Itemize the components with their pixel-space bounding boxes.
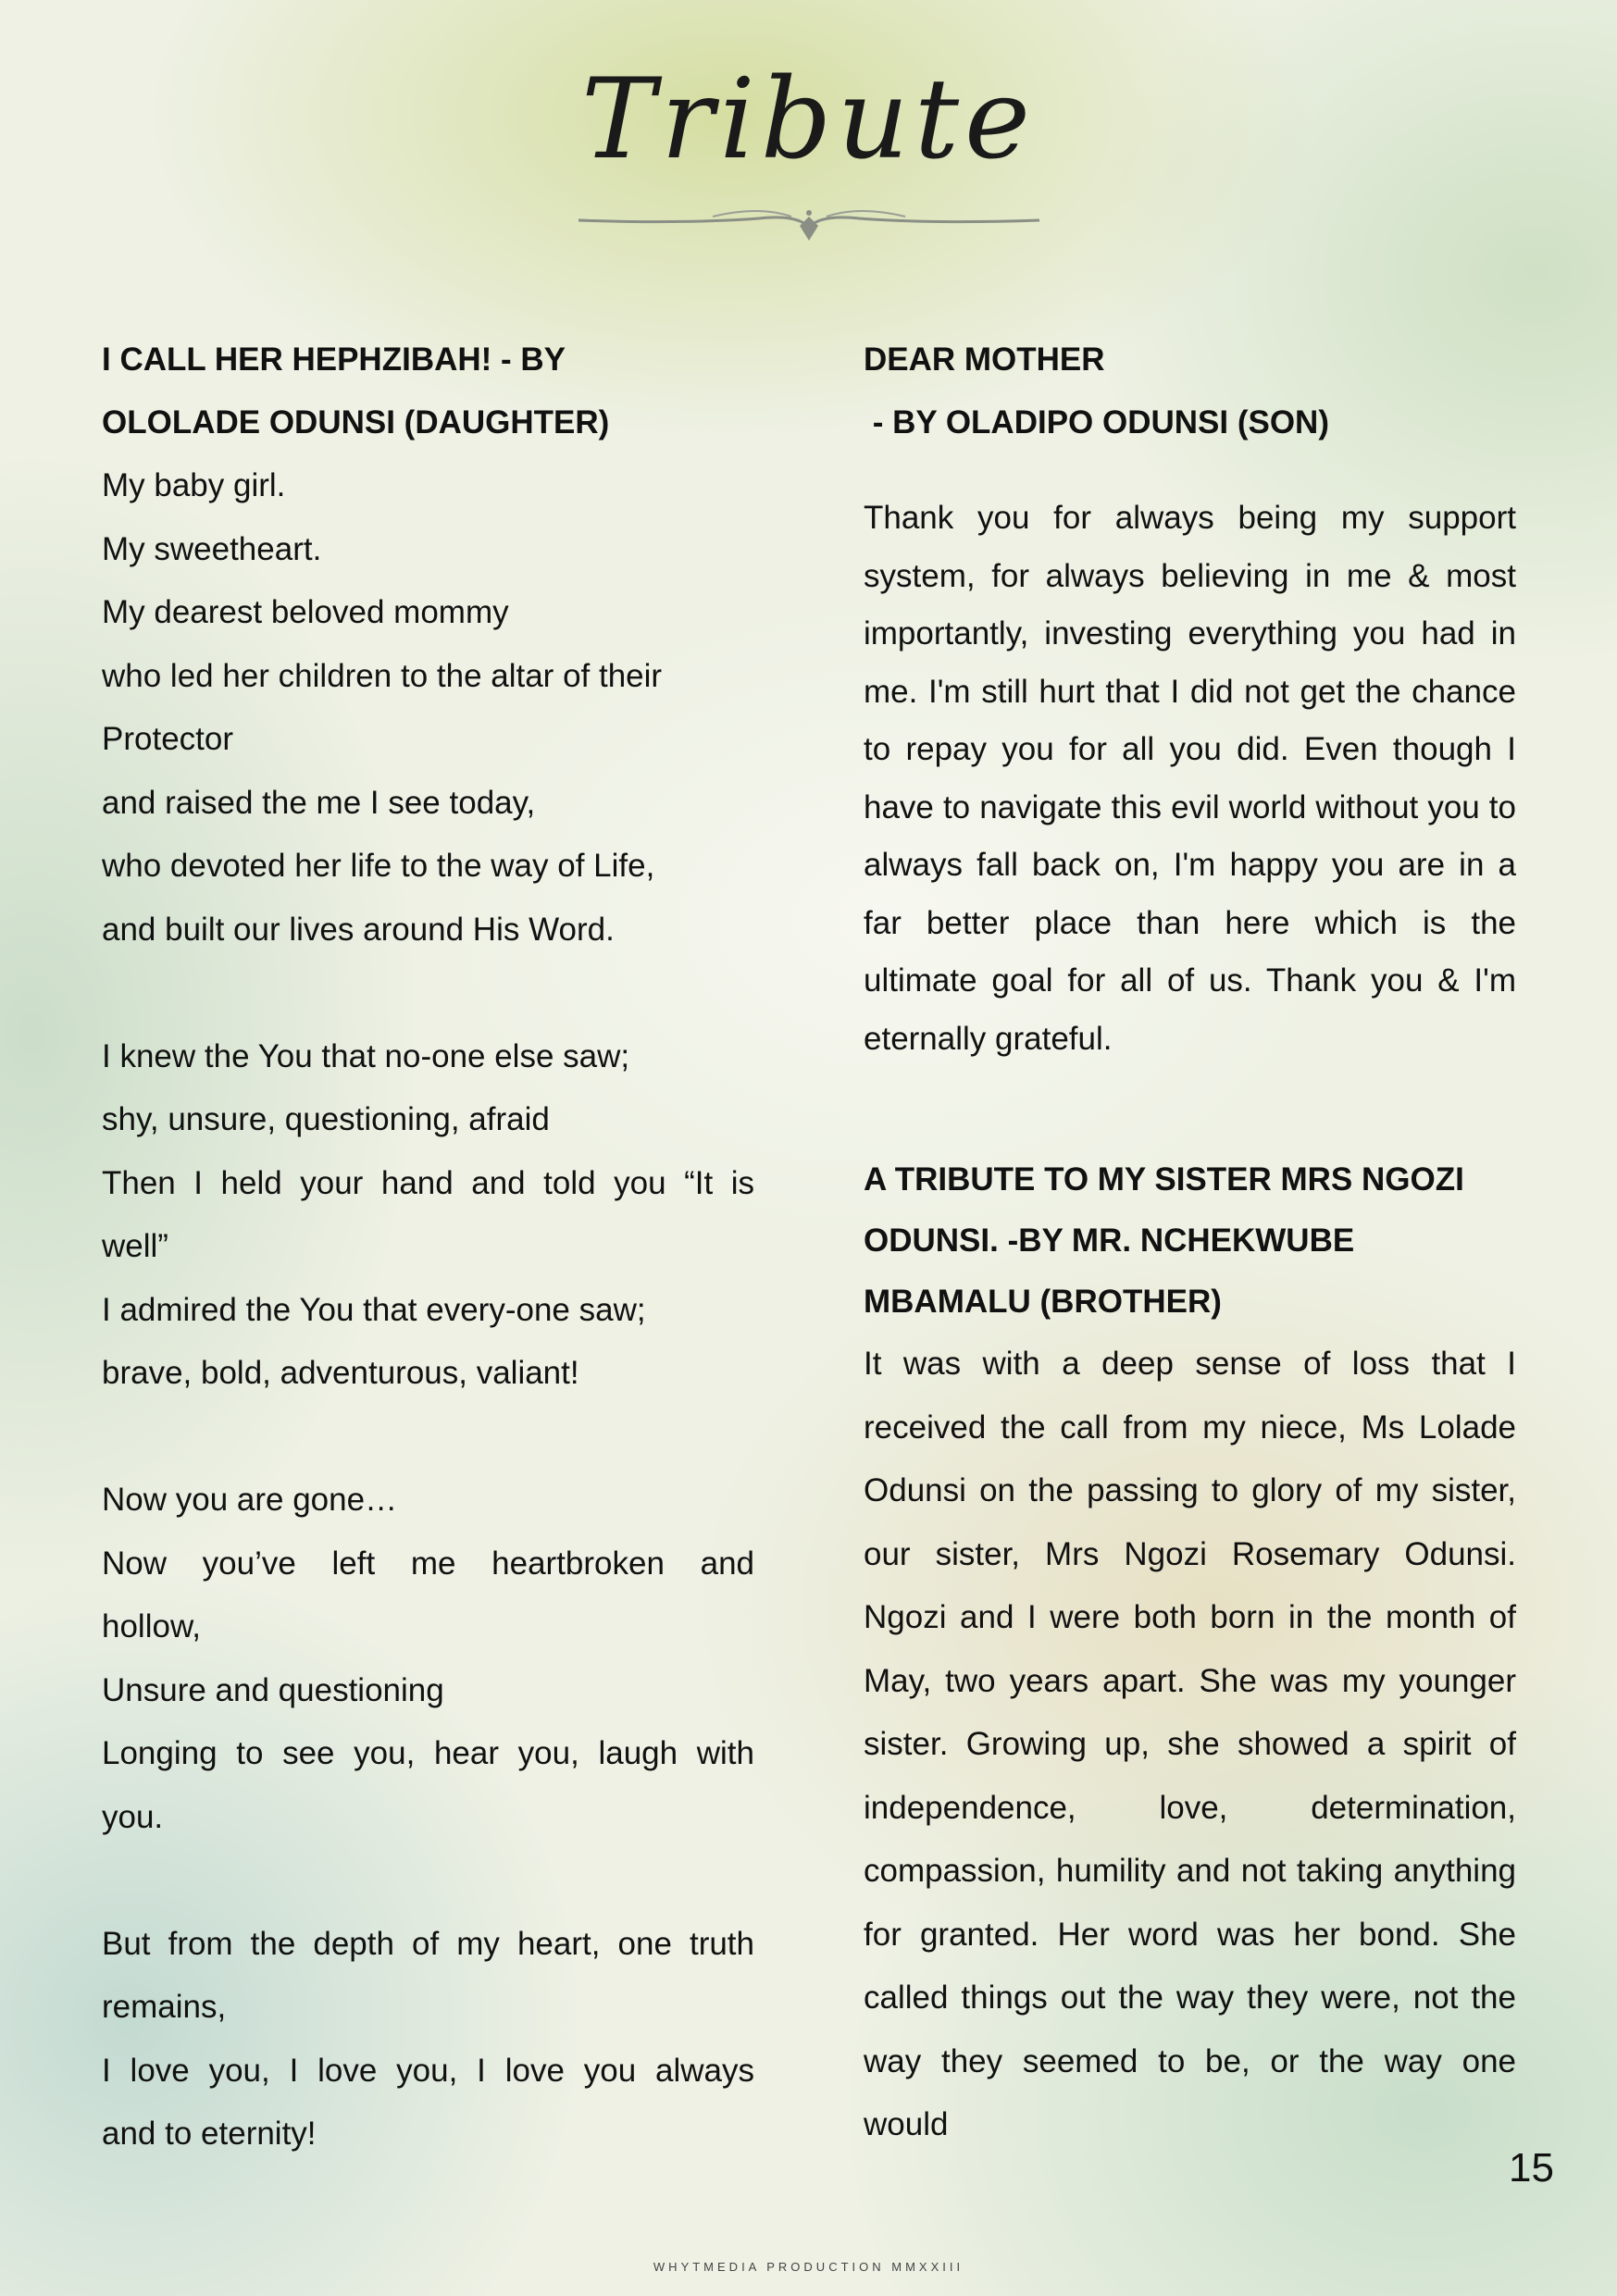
tribute-heading: DEAR MOTHER - BY OLADIPO ODUNSI (SON): [864, 341, 1329, 441]
tribute-heading: I CALL HER HEPHZIBAH! - BY OLOLADE ODUNSI (DAUGHTER): [102, 341, 610, 441]
footer-credit: WHYTMEDIA PRODUCTION MMXXIII: [653, 2260, 964, 2274]
poem-line: Now you’ve left me heartbroken and: [102, 1545, 754, 1582]
poem-line: I love you, I love you, I love you always: [102, 2052, 754, 2089]
poem-line: brave, bold, adventurous, valiant!: [102, 1355, 579, 1391]
poem-line: Then I held your hand and told you “It is: [102, 1164, 754, 1201]
poem-line: well”: [102, 1228, 168, 1264]
poem-line: shy, unsure, questioning, afraid: [102, 1101, 550, 1137]
poem-line: you.: [102, 1798, 164, 1835]
poem-line: Protector: [102, 721, 233, 757]
son-and-brother-tributes: [864, 329, 1516, 2157]
tribute-paragraph: Thank you for always being my support system, for always believing in me & most importantly, investing everything you had in me. I'm still hurt that I did not get the chance to repay you for all you did. Even though I have to navigate this evil world without you to always fall back on, I'm happy you are in a far better place than here which is the ultimate goal for all of us. Thank you & I'm eternally grateful.: [864, 500, 1516, 1057]
poem-line: My baby girl.: [102, 467, 286, 503]
tribute-heading: A TRIBUTE TO MY SISTER MRS NGOZI ODUNSI. -BY MR. NCHEKWUBE MBAMALU (BROTHER): [864, 1161, 1464, 1320]
tribute-paragraph: It was with a deep sense of loss that I received the call from my niece, Ms Lolade Odunsi on the passing to glory of my sister, our sister, Mrs Ngozi Rosemary Odunsi. Ngozi and I were both born in the month of May, two years apart. She was my younger sister. Growing up, she showed a spirit of independence, love, determination, compassion, humility and not taking anything for granted. Her word was her bond. She called things out the way they were, not the way they seemed to be, or the way one would: [864, 1346, 1516, 2142]
stanza-break: [102, 1406, 754, 1470]
poem-line: My sweetheart.: [102, 530, 322, 567]
poem-line: My dearest beloved mommy: [102, 594, 509, 630]
poem-line: and built our lives around His Word.: [102, 911, 615, 948]
poem-line: and raised the me I see today,: [102, 784, 536, 821]
page-title: Tribute: [580, 56, 1037, 184]
stanza-break: [102, 1849, 754, 1913]
poem-line: who led her children to the altar of their: [102, 657, 663, 694]
page-number: 15: [1509, 2145, 1554, 2191]
poem-line: I admired the You that every-one saw;: [102, 1291, 646, 1328]
poem: [102, 454, 754, 2166]
poem-line: Longing to see you, hear you, laugh with: [102, 1735, 754, 1771]
poem-line: Unsure and questioning: [102, 1671, 444, 1708]
ornamental-divider: [574, 204, 1044, 250]
stanza-break: [102, 962, 754, 1025]
daughter-tribute: [102, 329, 754, 2166]
poem-line: But from the depth of my heart, one truth: [102, 1925, 754, 1962]
poem-line: who devoted her life to the way of Life,: [102, 848, 655, 884]
poem-line: I knew the You that no-one else saw;: [102, 1037, 630, 1074]
poem-line: hollow,: [102, 1608, 202, 1644]
poem-line: and to eternity!: [102, 2116, 317, 2152]
poem-line: Now you are gone…: [102, 1482, 398, 1518]
poem-line: remains,: [102, 1989, 227, 2025]
